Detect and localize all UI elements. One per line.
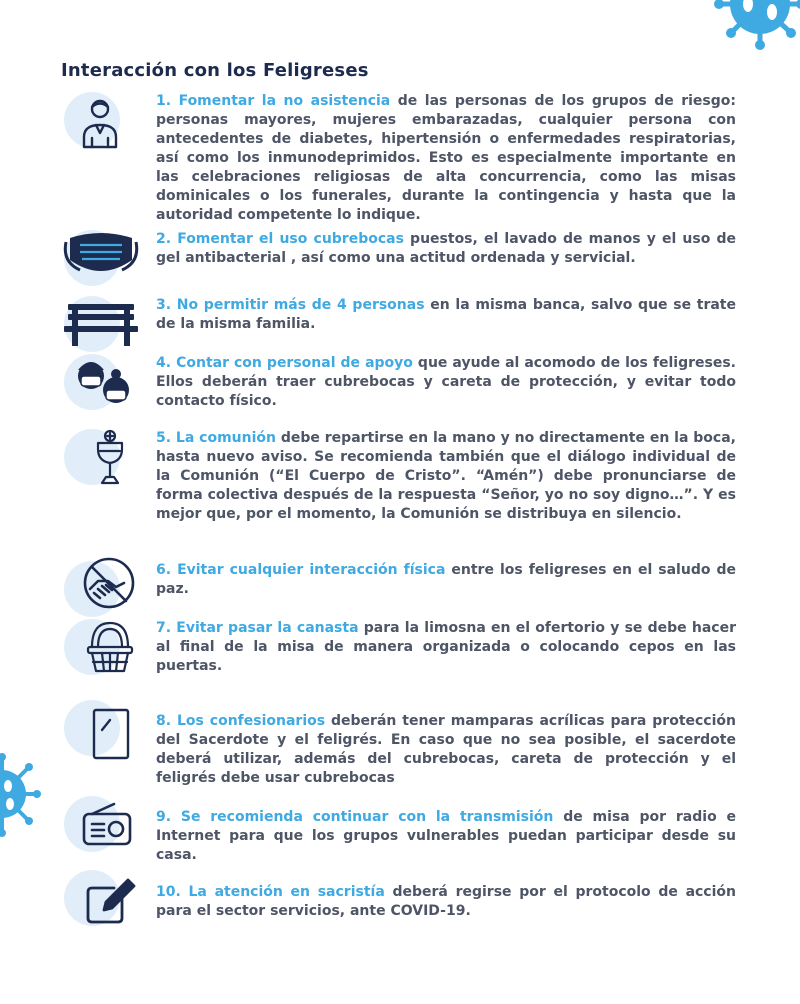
page-title: Interacción con los Feligreses [61,60,369,81]
item-lead: 4. Contar con personal de apoyo [156,355,413,371]
item-text [156,92,736,225]
virus-decoration-top-icon [712,0,800,62]
item-body: entre los feligreses en el saludo de paz. [156,562,736,597]
item-text [156,429,736,524]
item-text [156,354,736,411]
item-text [156,712,736,788]
item-body: en la misma banca, salvo que se trate de la misma familia. [156,297,736,332]
item-body: de misa por radio e Internet para que los grupos vulnerables puedan participar desde su casa. [156,809,736,863]
item-lead: 3. No permitir más de 4 personas [156,297,425,313]
radio-icon [62,796,142,852]
acrylic-panel-icon [62,700,142,756]
bench-icon [62,296,142,352]
edit-icon [62,870,142,926]
item-text [156,230,736,268]
item-text [156,296,736,334]
item-lead: 1. Fomentar la no asistencia [156,93,391,109]
no-handshake-icon [62,561,142,617]
item-lead: 10. La atención en sacristía [156,884,385,900]
item-lead: 5. La comunión [156,430,276,446]
item-body: puestos, el lavado de manos y el uso de gel antibacterial , así como una actitud ordenada y servicial. [156,231,736,266]
item-lead: 8. Los confesionarios [156,713,326,729]
basket-icon [62,619,142,675]
item-lead: 9. Se recomienda continuar con la transmisión [156,809,554,825]
item-text [156,808,736,865]
item-body: deberán tener mamparas acrílicas para protección del Sacerdote y el feligrés. En caso que no sea posible, el sacerdote deberá utilizar, además del cubrebocas, careta de protección y el feligrés debe usar cubrebocas [156,713,736,786]
chalice-icon [62,429,142,485]
item-body: deberá regirse por el protocolo de acción para el sector servicios, ante COVID-19. [156,884,736,919]
item-text [156,883,736,921]
virus-decoration-left-icon [0,752,50,838]
item-lead: 2. Fomentar el uso cubrebocas [156,231,404,247]
item-body: debe repartirse en la mano y no directamente en la boca, hasta nuevo aviso. Se recomienda también que el diálogo individual de la Comunión (“El Cuerpo de Cristo”. “Amén”) debe pronunciarse de forma colectiva después de la respuesta “Señor, yo no soy digno…”. Y es mejor que, por el momento, la Comunión se distribuya en silencio. [156,430,736,522]
item-body: para la limosna en el ofertorio y se debe hacer al final de la misa de manera organizada o colocando cepos en las puertas. [156,620,736,674]
face-mask-icon [62,230,142,286]
item-text [156,619,736,676]
people-mask-icon [62,354,142,410]
item-body: de las personas de los grupos de riesgo: personas mayores, mujeres embarazadas, cualquier persona con antecedentes de diabetes, hipertensión o enfermedades respiratorias, así como los inmunodeprimidos. Esto es especialmente importante en las celebraciones religiosas de alta concurrencia, como las misas dominicales o los funerales, durante la contingencia y hasta que la autoridad competente lo indique. [156,93,736,223]
item-lead: 6. Evitar cualquier interacción física [156,562,446,578]
item-text [156,561,736,599]
item-lead: 7. Evitar pasar la canasta [156,620,359,636]
item-body: que ayude al acomodo de los feligreses. Ellos deberán traer cubrebocas y careta de protección, y evitar todo contacto físico. [156,355,736,409]
person-icon [62,92,142,148]
